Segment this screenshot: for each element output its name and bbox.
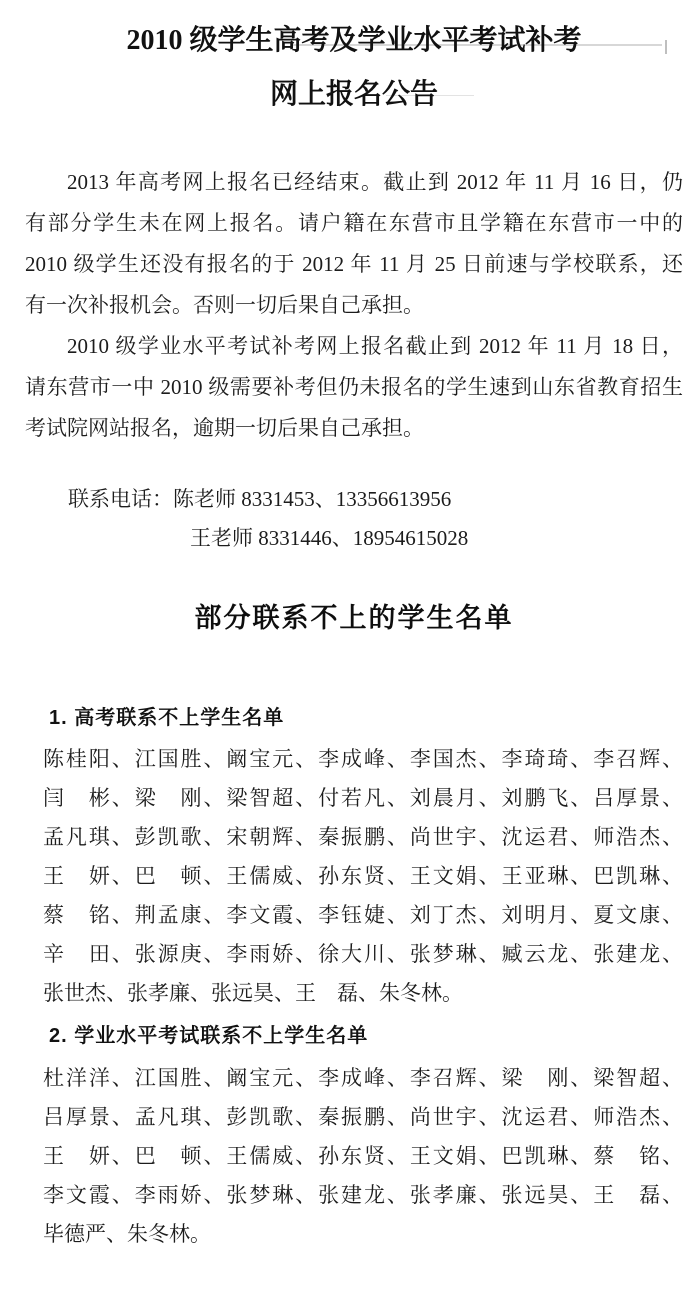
text-line: 吕厚景、孟凡琪、彭凯歌、秦振鹏、尚世宇、沈运君、师浩杰、 (43, 1105, 683, 1129)
contact-phone-teacher-chen: 联系电话：陈老师 8331453、13356613956 (68, 487, 452, 511)
text-line: 辛 田、张源庚、李雨娇、徐大川、张梦琳、臧云龙、张建龙、 (43, 942, 683, 966)
text-line: 蔡 铭、荆孟康、李文霞、李钰婕、刘丁杰、刘明月、夏文康、 (43, 903, 683, 927)
text-line: 王 妍、巴 顿、王儒威、孙东贤、王文娟、王亚琳、巴凯琳、 (43, 864, 683, 888)
title-line-1: 2010 级学生高考及学业水平考试补考 (126, 25, 582, 56)
paragraph-gaokao-notice (25, 162, 683, 326)
text-line: 毕德严、朱冬林。 (43, 1222, 211, 1246)
text-line: 2010 级学生还没有报名的于 2012 年 11 月 25 日前速与学校联系，还 (25, 252, 683, 276)
text-line: 2010 级学业水平考试补考网上报名截止到 2012 年 11 月 18 日， (67, 334, 683, 358)
contact-phone-teacher-wang: 王老师 8331446、18954615028 (190, 526, 469, 550)
text-line: 考试院网站报名，逾期一切后果自己承担。 (25, 416, 424, 440)
contact-info (25, 480, 683, 558)
text-line: 有部分学生未在网上报名。请户籍在东营市且学籍在东营市一中的 (25, 211, 683, 235)
text-line: 李文霞、李雨娇、张梦琳、张建龙、张孝廉、张远昊、王 磊、 (43, 1183, 683, 1207)
section-heading-student-list: 部分联系不上的学生名单 (194, 603, 514, 633)
text-line: 孟凡琪、彭凯歌、宋朝辉、秦振鹏、尚世宇、沈运君、师浩杰、 (43, 825, 683, 849)
name-list-gaokao (43, 740, 683, 1013)
text-line: 杜洋洋、江国胜、阚宝元、李成峰、李召辉、梁 刚、梁智超、 (43, 1066, 683, 1090)
text-line: 闫 彬、梁 刚、梁智超、付若凡、刘晨月、刘鹏飞、吕厚景、 (43, 786, 683, 810)
text-line: 2013 年高考网上报名已经结束。截止到 2012 年 11 月 16 日，仍 (67, 170, 683, 194)
list-heading-gaokao: 1. 高考联系不上学生名单 (49, 707, 285, 729)
list-heading-xueye: 2. 学业水平考试联系不上学生名单 (49, 1025, 369, 1047)
text-line: 请东营市一中 2010 级需要补考但仍未报名的学生速到山东省教育招生 (25, 375, 683, 399)
text-line: 张世杰、张孝廉、张远昊、王 磊、朱冬林。 (43, 981, 463, 1005)
name-list-xueye (43, 1059, 683, 1254)
title-line-2: 网上报名公告 (269, 79, 438, 110)
text-line: 有一次补报机会。否则一切后果自己承担。 (25, 293, 424, 317)
paragraph-xueye-notice (25, 326, 683, 449)
text-line: 陈桂阳、江国胜、阚宝元、李成峰、李国杰、李琦琦、李召辉、 (43, 747, 683, 771)
document-title (25, 24, 683, 112)
text-line: 王 妍、巴 顿、王儒威、孙东贤、王文娟、巴凯琳、蔡 铭、 (43, 1144, 683, 1168)
